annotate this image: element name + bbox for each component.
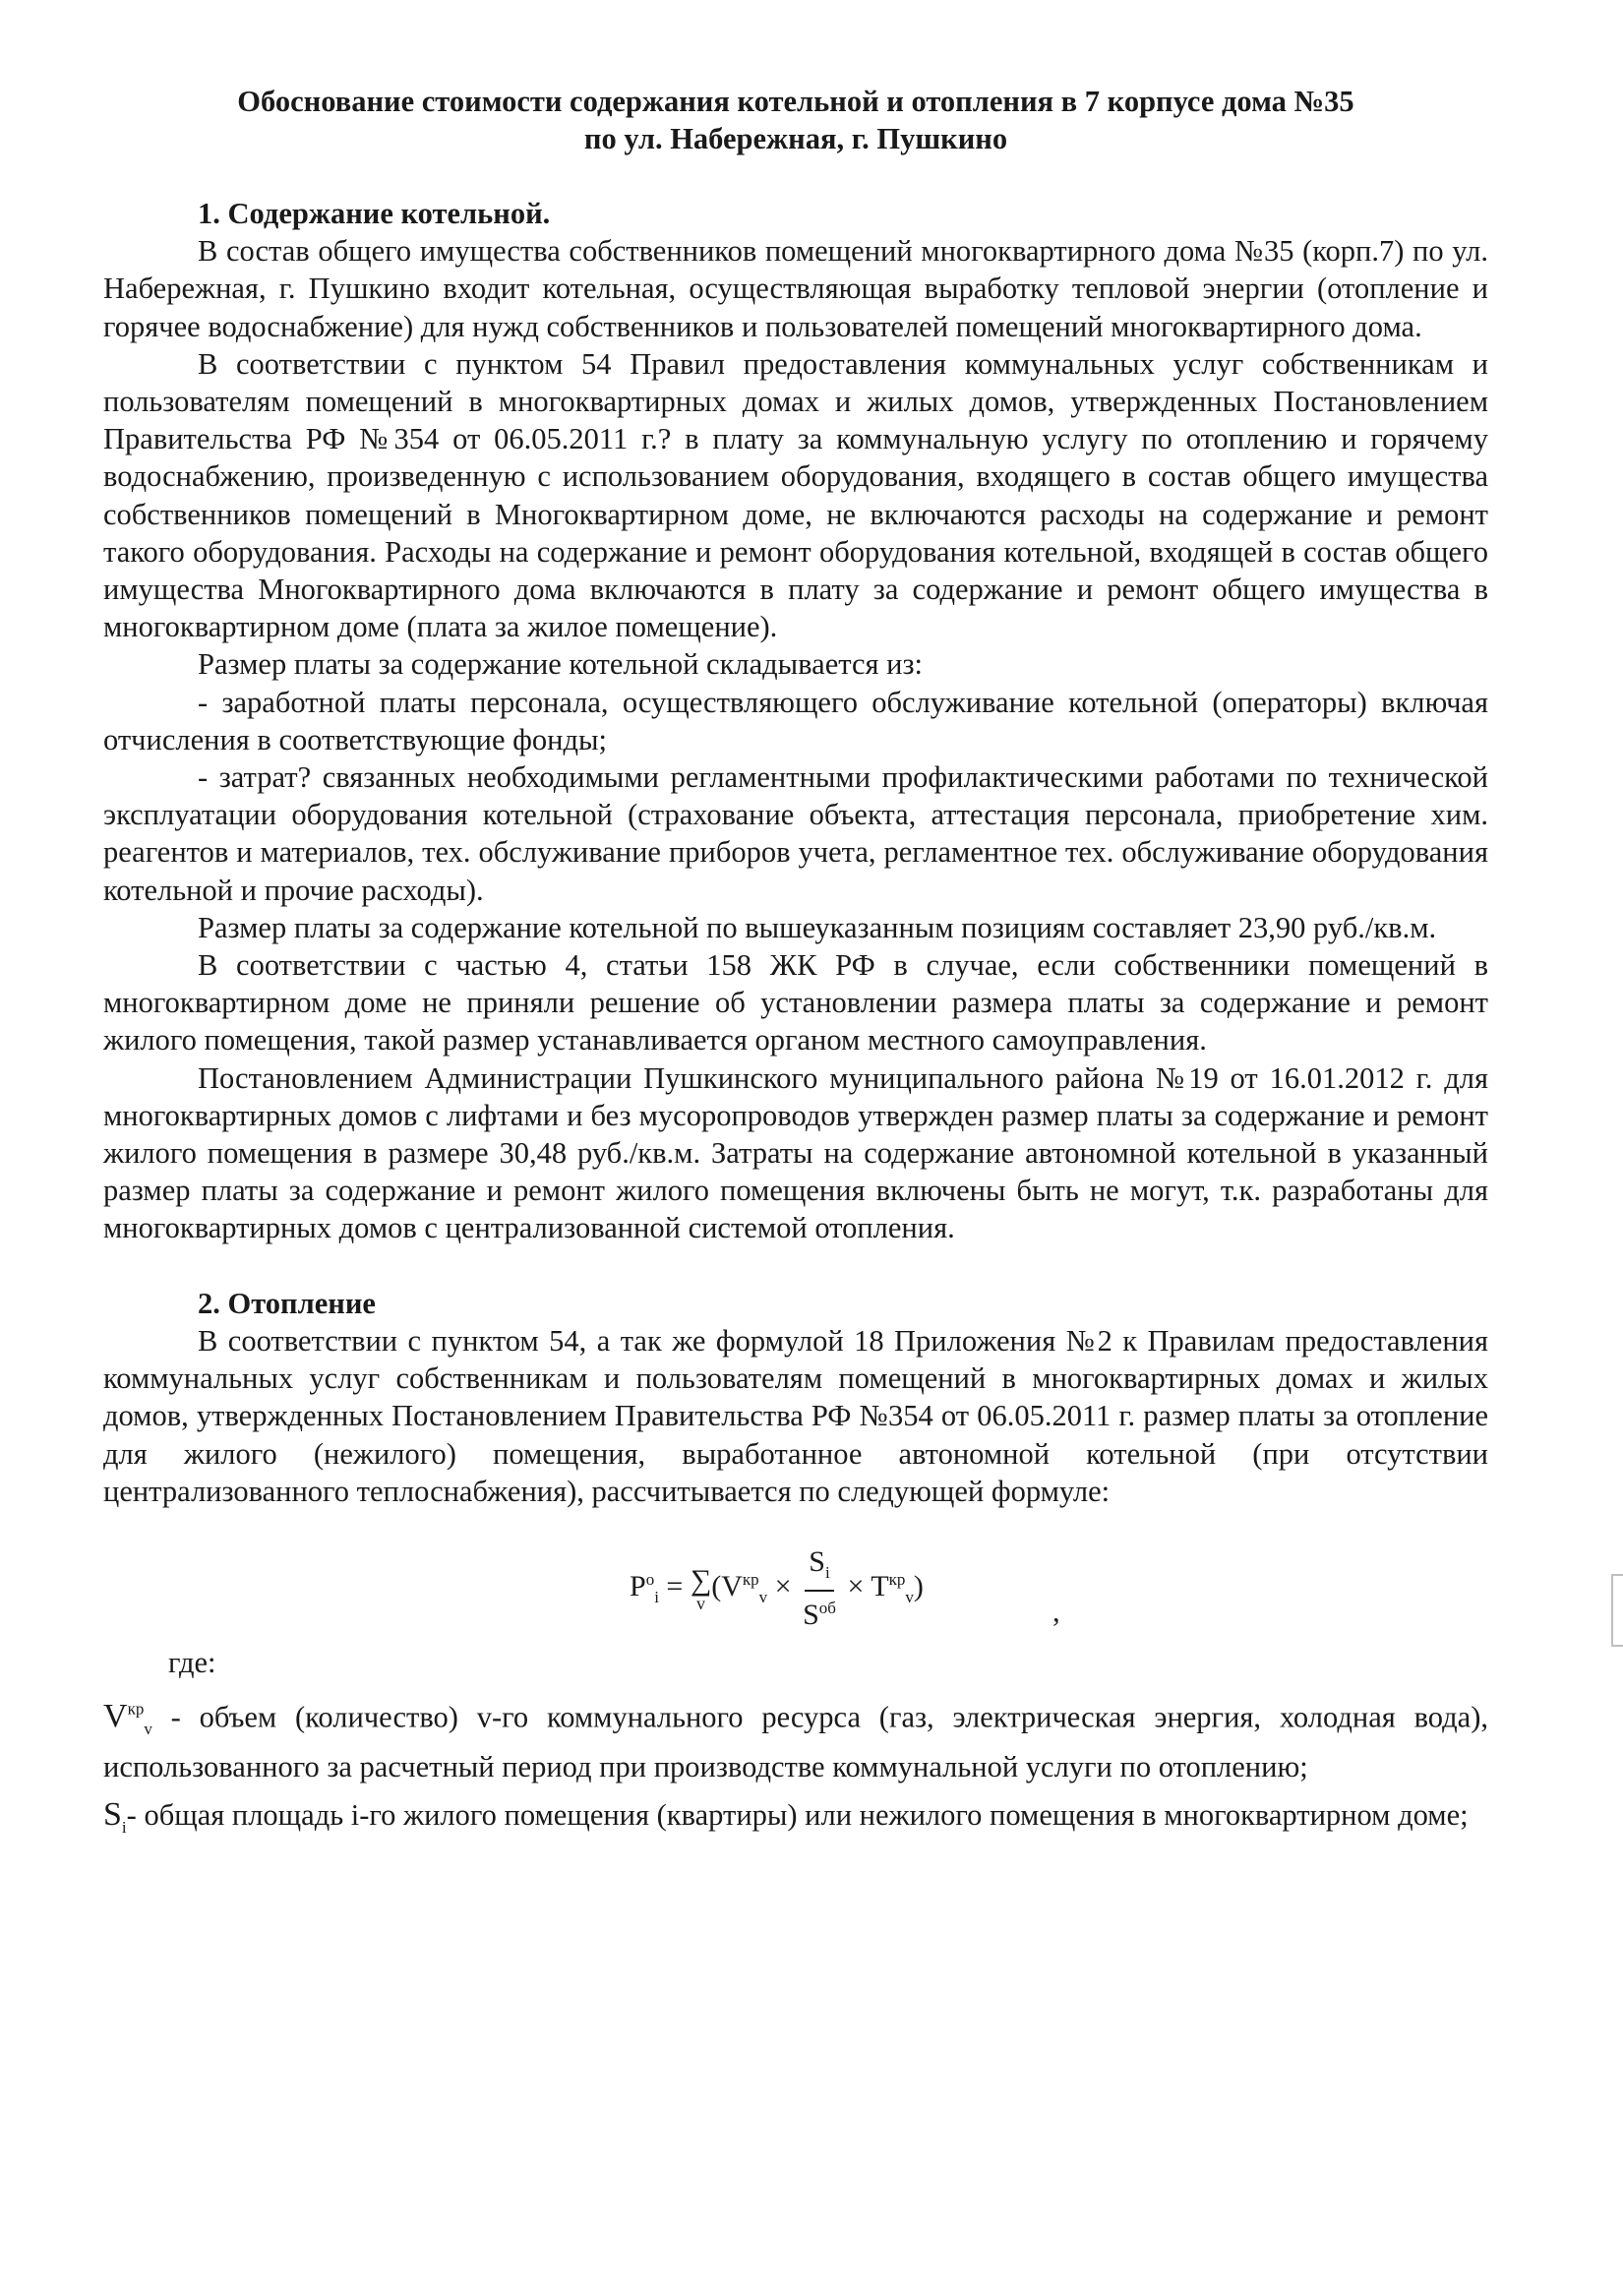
title-line-2: по ул. Набережная, г. Пушкино	[583, 122, 1008, 155]
section-1-heading: 1. Содержание котельной.	[198, 197, 551, 230]
section-1-paragraph-4: - заработной платы персонала, осуществляющего обслуживание котельной (операторы) включая отчисления в соответствующие фонды;	[103, 685, 1488, 756]
section-1-paragraph-5: - затрат? связанных необходимыми регламентными профилактическими работами по технической эксплуатации оборудования котельной (страхование объекта, аттестация персонала, приобретение хим. реагентов и материалов, тех. обслуживание приборов учета, регламентное тех. обслуживание оборудования котельной и прочие расходы).	[103, 760, 1488, 907]
section-1-paragraph-8: Постановлением Администрации Пушкинского муниципального района №19 от 16.01.2012 г. для многоквартирных домов с лифтами и без мусоропроводов утвержден размер платы за содержание и ремонт жилого помещения в размере 30,48 руб./кв.м. Затраты на содержание автономной котельной в указанный размер платы за содержание и ремонт жилого помещения включены быть не могут, т.к. разработаны для многоквартирных домов с централизованной системой отопления.	[103, 1060, 1488, 1245]
section-1-paragraph-2: В соответствии с пунктом 54 Правил предоставления коммунальных услуг собственникам и пользователям помещений в многоквартирных домах и жилых домов, утвержденных Постановлением Правительства РФ №354 от 06.05.2011 г.? в плату за коммунальную услугу по отоплению и горячему водоснабжению, произведенную с использованием оборудования, входящего в состав общего имущества собственников помещений в Многоквартирном доме, не включаются расходы на содержание и ремонт такого оборудования. Расходы на содержание и ремонт оборудования котельной, входящей в состав общего имущества Многоквартирного дома включаются в плату за содержание и ремонт общего имущества в многоквартирном доме (плата за жилое помещение).	[103, 346, 1488, 644]
section-1-paragraph-7: В соответствии с частью 4, статьи 158 ЖК РФ в случае, если собственники помещений в многоквартирном доме не приняли решение об установлении размера платы за содержание и ремонт жилого помещения, такой размер устанавливается органом местного самоуправления.	[103, 948, 1488, 1057]
formula-sum: ∑	[690, 1563, 712, 1597]
heating-formula: $P^o_i$ = ∑ v ($V^{кр}_v$ × $\frac{S_i}{S^{об}}$ × $T^{кр}_v$) ,	[630, 1544, 1060, 1631]
document-title	[103, 83, 1488, 157]
where-label: где:	[168, 1645, 216, 1679]
definition-s: $S_i-$ общая площадь i-го жилого помещения (квартиры) или нежилого помещения в многоквартирном доме;	[103, 1795, 1469, 1837]
scan-edge-mark	[1611, 1574, 1623, 1647]
formula-fraction: $\frac{S_i}{S^{об}}$	[803, 1544, 836, 1631]
section-2-paragraph-1: В соответствии с пунктом 54, а так же формулой 18 Приложения №2 к Правилам предоставления коммунальных услуг собственникам и пользователям помещений в многоквартирных домах и жилых домов, утвержденных Постановлением Правительства РФ №354 от 06.05.2011 г. размер платы за отопление для жилого (нежилого) помещения, выработанное автономной котельной (при отсутствии централизованного теплоснабжения), рассчитывается по следующей формуле:	[103, 1323, 1488, 1508]
section-1-paragraph-6: Размер платы за содержание котельной по вышеуказанным позициям составляет 23,90 руб./кв.м.	[198, 910, 1437, 944]
formula-p: P	[630, 1569, 646, 1602]
definition-v: $V^{кр}_v$ - объем (количество) v-го коммунального ресурса (газ, электрическая энергия, холодная вода), использованного за расчетный период при производстве коммунальной услуги по отоплению;	[103, 1698, 1488, 1784]
section-1-paragraph-1: В состав общего имущества собственников помещений многоквартирного дома №35 (корп.7) по ул. Набережная, г. Пушкино входит котельная, осуществляющая выработку тепловой энергии (отопление и горячее водоснабжение) для нужд собственников и пользователей помещений многоквартирного дома.	[103, 234, 1488, 343]
title-line-1: Обоснование стоимости содержания котельной и отопления в 7 корпусе дома №35	[237, 85, 1354, 118]
section-2-heading: 2. Отопление	[198, 1286, 376, 1320]
document-page	[103, 83, 1488, 1846]
section-1-paragraph-3: Размер платы за содержание котельной складывается из:	[198, 647, 923, 682]
